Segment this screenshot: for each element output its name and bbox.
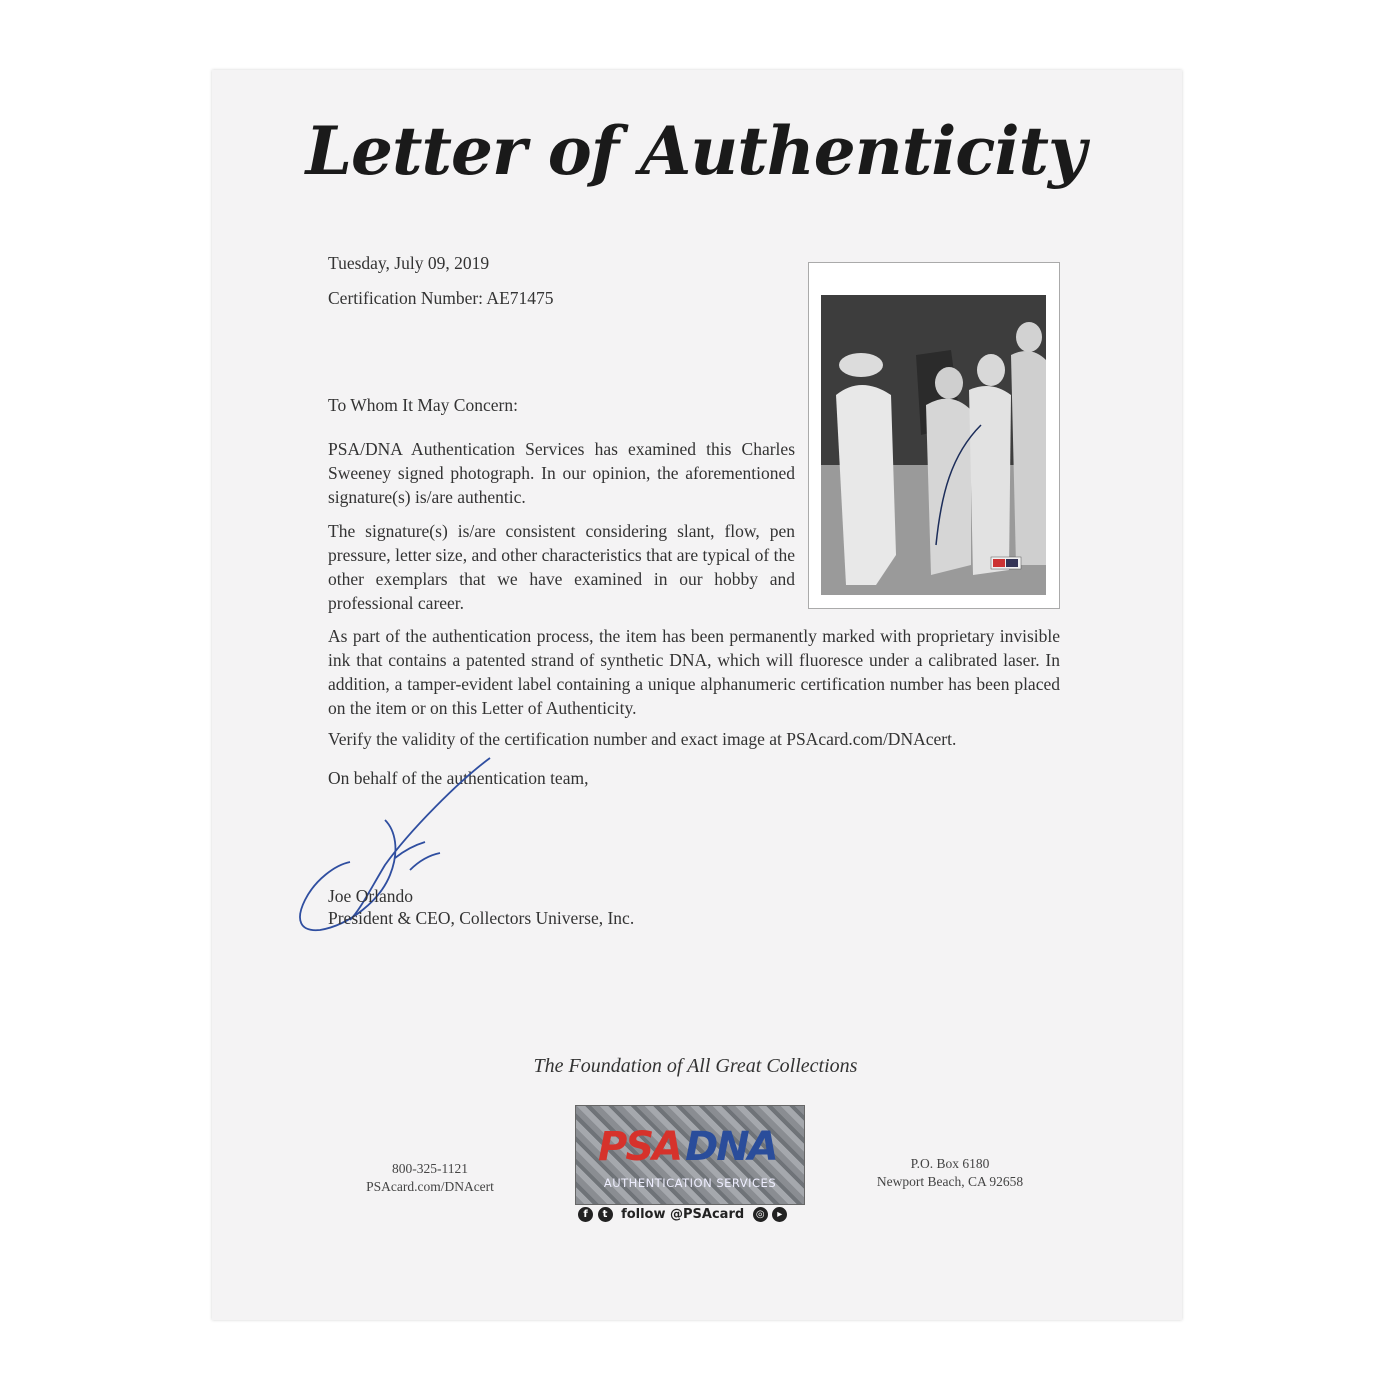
signer-title: President & CEO, Collectors Universe, Inc. — [328, 908, 635, 928]
paragraph-process: As part of the authentication process, the item has been permanently marked with proprietary invisible ink that contains a patented strand of synthetic DNA, which will fluoresce under a calibrated laser. In addition, a tamper-evident label containing a unique alphanumeric certification number has been placed on the item or on this Letter of Authenticity. — [328, 626, 1060, 718]
contact-left — [330, 1160, 530, 1196]
po-box: P.O. Box 6180 — [910, 1156, 990, 1171]
paragraph-examined: PSA/DNA Authentication Services has examined this Charles Sweeney signed photograph. In our opinion, the aforementioned signature(s) is/are authentic. — [328, 439, 795, 507]
closing-line: On behalf of the authentication team, — [328, 768, 589, 788]
youtube-icon[interactable]: ▸ — [772, 1207, 787, 1222]
salutation: To Whom It May Concern: — [328, 395, 518, 415]
authenticated-photograph — [808, 262, 1060, 609]
signer-name: Joe Orlando — [328, 886, 414, 906]
logo-dna: DNA — [685, 1124, 777, 1170]
facebook-icon[interactable]: f — [578, 1207, 593, 1222]
contact-right — [850, 1155, 1050, 1191]
social-handle: follow @PSAcard — [621, 1207, 745, 1222]
verify-line: Verify the validity of the certification number and exact image at PSAcard.com/DNAcert. — [328, 729, 957, 749]
photograph-image — [821, 295, 1046, 595]
website-link[interactable]: PSAcard.com/DNAcert — [366, 1179, 494, 1194]
instagram-icon[interactable]: ◎ — [753, 1207, 768, 1222]
social-bar — [578, 1207, 803, 1227]
letter-title: Letter of Authenticity — [305, 112, 1086, 190]
paragraph-consistency: The signature(s) is/are consistent considering slant, flow, pen pressure, letter size, and other characteristics that are typical of the other exemplars that we have examined in our hobby and professional career. — [328, 521, 795, 613]
logo-psa: PSA — [598, 1124, 682, 1170]
tagline: The Foundation of All Great Collections — [533, 1055, 858, 1077]
letter-date: Tuesday, July 09, 2019 — [328, 253, 490, 273]
phone-number: 800-325-1121 — [392, 1161, 468, 1176]
street-address: Newport Beach, CA 92658 — [876, 1174, 1024, 1189]
certification-number: Certification Number: AE71475 — [328, 288, 554, 308]
twitter-icon[interactable]: t — [598, 1207, 613, 1222]
logo-subtitle: AUTHENTICATION SERVICES — [603, 1176, 777, 1190]
psa-dna-logo — [575, 1105, 805, 1205]
